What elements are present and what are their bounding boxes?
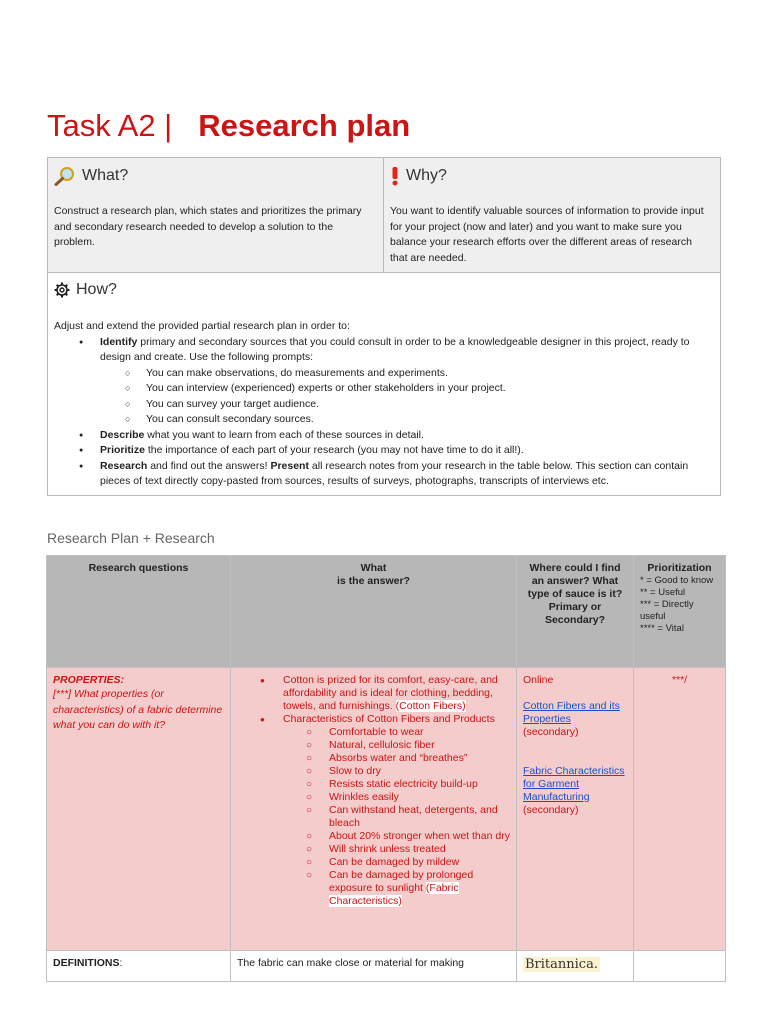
describe-text: what you want to learn from each of these sources in detail. (144, 428, 424, 441)
prompt-item: ○ You can consult secondary sources. (146, 412, 712, 428)
question-label: PROPERTIES: (53, 674, 124, 686)
research-text: and find out the answers! (147, 459, 271, 472)
why-header (390, 166, 447, 186)
why-text: You want to identify valuable sources of information to provide input for your project (now and later) and you want to make sure you balance your research efforts over the different areas of research that are needed. (390, 205, 704, 264)
what-header (54, 166, 128, 186)
list-item: ○ Absorbs water and “breathes” (329, 752, 510, 765)
list-item: ○ Comfortable to wear (329, 726, 510, 739)
prompt-list (100, 366, 712, 428)
source-cell (517, 951, 634, 982)
header-where: Where could I find an answer? What type of sauce is it? Primary or Secondary? (517, 556, 634, 668)
how-intro: Adjust and extend the provided partial research plan in order to: (54, 320, 350, 332)
prio-legend-4: **** = Vital (640, 623, 684, 634)
present-bold: Present (270, 459, 309, 472)
answer-cell (231, 668, 517, 951)
list-item: ○ Will shrink unless treated (329, 843, 510, 856)
why-box (383, 157, 721, 273)
how-list (54, 335, 712, 490)
page-title (47, 108, 410, 144)
identify-bold: Identify (100, 335, 138, 348)
header-answer-line1: What (360, 562, 387, 574)
prompt-item: ○ You can make observations, do measurements and experiments. (146, 366, 712, 382)
gear-icon (54, 282, 70, 298)
how-text (54, 319, 712, 490)
identify-text: primary and secondary sources that you could consult in order to be a knowledgeable designer in this project, ready to design and create. Use the following prompts: (100, 335, 690, 363)
question-cell (47, 668, 231, 951)
answer-list (237, 674, 510, 908)
question-label: DEFINITIONS (53, 957, 120, 969)
prio-legend-3: *** = Directly useful (640, 599, 694, 622)
describe-bold: Describe (100, 428, 145, 441)
list-item-text: Can be damaged by prolonged exposure to sunlight (329, 869, 474, 894)
answer-cell: The fabric can make close or material for making (231, 951, 517, 982)
prio-legend (640, 575, 719, 635)
what-heading: What? (82, 167, 129, 184)
list-item (329, 869, 510, 908)
prioritize-text: the importance of each part of your research (you may not have time to do it all!). (144, 444, 524, 456)
prompt-item: ○ You can survey your target audience. (146, 397, 712, 413)
header-prio-title: Prioritization (647, 562, 712, 574)
title-research-plan: Research plan (198, 108, 411, 143)
table-header-row (47, 556, 726, 668)
section-title: Research Plan + Research (47, 530, 215, 546)
list-item: ○ Can withstand heat, detergents, and bleach (329, 804, 510, 830)
answer-text: Characteristics of Cotton Fibers and Products (283, 713, 495, 725)
answer-text: Cotton is prized for its comfort, easy-care, and affordability and is ideal for clothing, bedding, towels, and furnishings. (283, 674, 498, 712)
what-text: Construct a research plan, which states and prioritizes the primary and secondary research needed to develop a solution to the problem. (54, 205, 362, 248)
prompt-item: ○ You can interview (experienced) experts or other stakeholders in your project. (146, 381, 712, 397)
list-item: ○ Resists static electricity build-up (329, 778, 510, 791)
prio-cell (634, 951, 726, 982)
list-item: ○ Wrinkles easily (329, 791, 510, 804)
source-link-cotton-fibers[interactable]: Cotton Fibers and its Properties (523, 700, 620, 725)
header-answer (231, 556, 517, 668)
how-heading: How? (76, 281, 117, 298)
research-bold: Research (100, 459, 148, 472)
citation-link[interactable]: (Cotton Fibers) (395, 700, 466, 712)
answer-item (283, 674, 510, 713)
how-item-research (100, 459, 712, 490)
prioritize-bold: Prioritize (100, 444, 145, 456)
prio-legend-1: * = Good to know (640, 575, 714, 586)
source-type: (secondary) (523, 804, 579, 816)
source-cell (517, 668, 634, 951)
header-questions: Research questions (47, 556, 231, 668)
prio-cell: ***/ (634, 668, 726, 951)
exclamation-icon (390, 166, 400, 186)
prio-legend-2: ** = Useful (640, 587, 686, 598)
title-task: Task A2 | (47, 108, 173, 143)
research-plan-table (46, 555, 726, 982)
citation-link[interactable]: (Fabric Characteristics) (329, 882, 459, 907)
how-item-describe (100, 428, 712, 444)
header-answer-line2: is the answer? (337, 575, 410, 587)
how-box (47, 272, 721, 496)
question-cell (47, 951, 231, 982)
source-online: Online (523, 674, 554, 686)
why-heading: Why? (406, 167, 447, 184)
source-type: (secondary) (523, 726, 579, 738)
what-box (47, 157, 384, 273)
header-prio (634, 556, 726, 668)
magnifier-icon (54, 166, 76, 186)
answer-item (283, 713, 510, 908)
how-item-prioritize (100, 443, 712, 459)
how-header (54, 281, 117, 299)
question-text: [***] What properties (or characteristics) of a fabric determine what you can do with it? (53, 688, 223, 731)
list-item: ○ Can be damaged by mildew (329, 856, 510, 869)
list-item: ○ Natural, cellulosic fiber (329, 739, 510, 752)
present-text: all research notes from your research in the table below. This section can contain pieces of text directly copy-pasted from sources, results of surveys, photographs, transcripts of interviews etc. (100, 459, 689, 487)
source-link-fabric-characteristics[interactable]: Fabric Characteristics for Garment Manufacturing (523, 765, 625, 803)
list-item: ○ About 20% stronger when wet than dry (329, 830, 510, 843)
source-britannica: Britannica. (525, 957, 598, 972)
how-item-identify (100, 335, 712, 428)
table-row (47, 668, 726, 951)
question-colon: : (119, 957, 123, 969)
characteristics-list (283, 726, 510, 908)
table-row (47, 951, 726, 982)
list-item: ○ Slow to dry (329, 765, 510, 778)
